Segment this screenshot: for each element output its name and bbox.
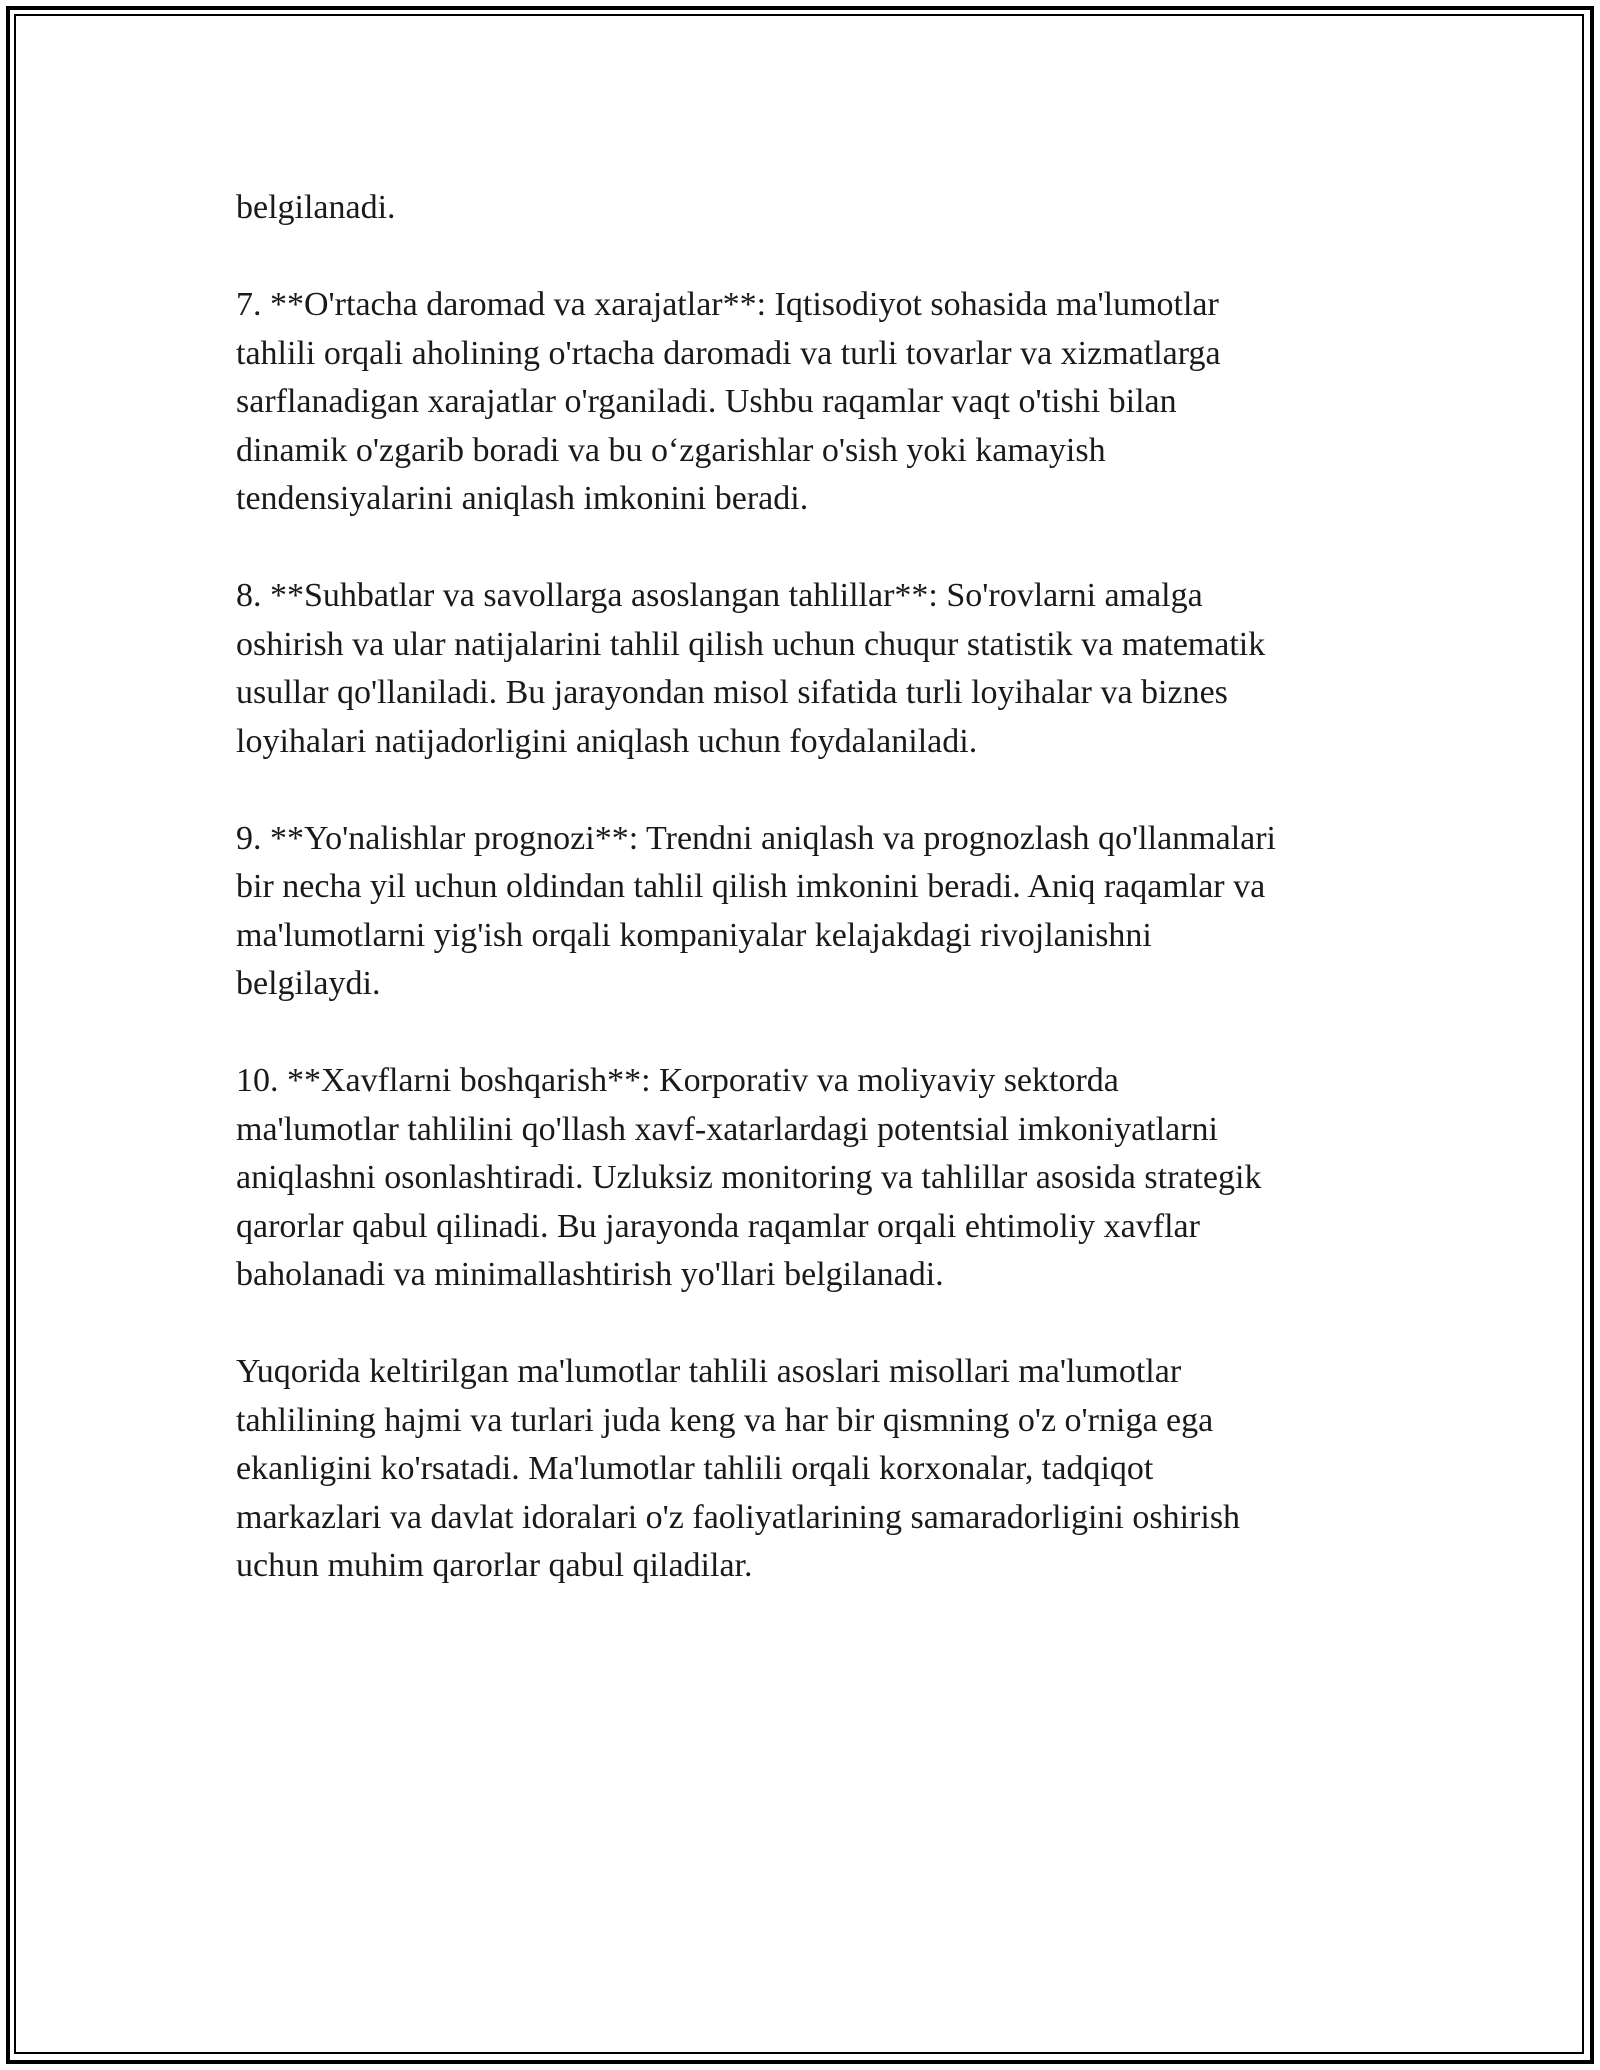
paragraph-item-10: 10. **Xavflarni boshqarish**: Korporativ va moliyaviy sektorda ma'lumotlar tahlilini qo'llash xavf-xatarlardagi potentsial imkoniyatlarni aniqlashni osonlashtiradi. Uzluksiz monitoring va tahlillar asosida strategik qarorlar qabul qilinadi. Bu jarayonda raqamlar orqali ehtimoliy xavflar baholanadi va minimallashtirish yo'llari belgilanadi. — [236, 1062, 1262, 1293]
paragraph-continuation: belgilanadi. — [236, 189, 396, 226]
paragraph-conclusion: Yuqorida keltirilgan ma'lumotlar tahlili asoslari misollari ma'lumotlar tahlilining hajmi va turlari juda keng va har bir qismning o'z o'rniga ega ekanligini ko'rsatadi. Ma'lumotlar tahlili orqali korxonalar, tadqiqot markazlari va davlat idoralari o'z faoliyatlarining samaradorligini oshirish uchun muhim qarorlar qabul qiladilar. — [236, 1353, 1241, 1584]
document-body — [236, 184, 1386, 1639]
paragraph-item-8: 8. **Suhbatlar va savollarga asoslangan tahlillar**: So'rovlarni amalga oshirish va ular natijalarini tahlil qilish uchun chuqur statistik va matematik usullar qo'llaniladi. Bu jarayondan misol sifatida turli loyihalar va biznes loyihalari natijadorligini aniqlash uchun foydalaniladi. — [236, 577, 1266, 760]
paragraph-item-7: 7. **O'rtacha daromad va xarajatlar**: Iqtisodiyot sohasida ma'lumotlar tahlili orqali aholining o'rtacha daromadi va turli tovarlar va xizmatlarga sarflanadigan xarajatlar o'rganiladi. Ushbu raqamlar vaqt o'tishi bilan dinamik o'zgarib boradi va bu o‘zgarishlar o'sish yoki kamayish tendensiyalarini aniqlash imkonini beradi. — [236, 286, 1221, 517]
paragraph-item-9: 9. **Yo'nalishlar prognozi**: Trendni aniqlash va prognozlash qo'llanmalari bir necha yil uchun oldindan tahlil qilish imkonini beradi. Aniq raqamlar va ma'lumotlarni yig'ish orqali kompaniyalar kelajakdagi rivojlanishni belgilaydi. — [236, 819, 1277, 1002]
